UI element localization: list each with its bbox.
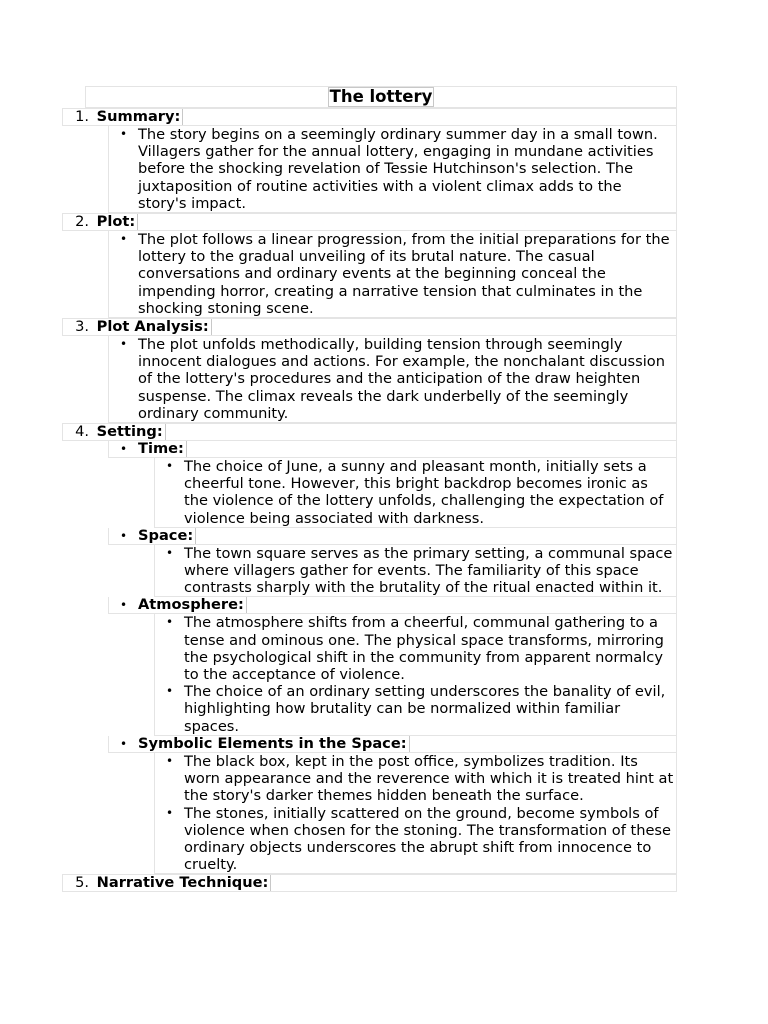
subsection-heading: [108, 528, 677, 545]
section-number: 1.: [75, 108, 89, 125]
list-item-text: The town square serves as the primary setting, a communal space where villagers gather for events. The familiarity of this space contrasts sharply with the brutality of the ritual enacted within it.: [184, 544, 673, 597]
subsection-label: Time:: [138, 441, 187, 457]
bullet-icon: •: [165, 753, 174, 768]
bullet-icon: •: [119, 127, 128, 141]
list-item: [109, 231, 676, 317]
bullet-icon: •: [119, 528, 128, 543]
bullet-icon: •: [119, 598, 128, 613]
subsection-heading: [108, 597, 677, 614]
section-heading: [62, 423, 677, 441]
list-item: [155, 614, 676, 683]
section-heading: [62, 318, 677, 336]
section-heading: [62, 108, 677, 126]
bullet-icon: •: [119, 232, 128, 247]
section-number: 4.: [75, 423, 89, 441]
section-label: Narrative Technique:: [94, 875, 272, 891]
section-heading: [62, 213, 677, 231]
section-number: 2.: [75, 213, 89, 231]
subsection-body: [154, 614, 677, 735]
title-row: [85, 86, 677, 108]
subsection-body: [154, 545, 677, 598]
bullet-icon: •: [165, 615, 174, 630]
subsection-label: Atmosphere:: [138, 597, 247, 613]
bullet-icon: •: [165, 805, 174, 820]
list-item-text: The plot unfolds methodically, building tension through seemingly innocent dialogues and actions. For example, the nonchalant discussion of the lottery's procedures and the anticipation of the draw heighten suspense. The climax reveals the dark underbelly of the seemingly ordinary community.: [138, 336, 665, 422]
section-number: 5.: [75, 874, 89, 892]
section-label: Plot:: [94, 214, 139, 230]
subsection-label: Space:: [138, 528, 196, 544]
list-item-text: The story begins on a seemingly ordinary summer day in a small town. Villagers gather for the annual lottery, engaging in mundane activities before the shocking revelation of Tessie Hutchinson's selection. The juxtaposition of routine activities with a violent climax adds to the story's impact.: [138, 126, 658, 212]
section-label: Summary:: [94, 109, 184, 125]
subsection-heading: [108, 736, 677, 753]
list-item: [155, 753, 676, 805]
list-item: [109, 126, 676, 212]
list-item-text: The black box, kept in the post office, symbolizes tradition. Its worn appearance and the reverence with which it is treated hint at the story's darker themes hidden beneath the surface.: [184, 752, 674, 805]
bullet-icon: •: [119, 736, 128, 751]
bullet-icon: •: [119, 442, 128, 457]
section-number: 3.: [75, 318, 89, 336]
list-item: [155, 545, 676, 597]
section-body: [108, 336, 677, 423]
bullet-icon: •: [119, 337, 128, 352]
list-item-text: The choice of an ordinary setting underscores the banality of evil, highlighting how brutality can be normalized within familiar spaces.: [184, 683, 666, 735]
list-item: [109, 336, 676, 422]
subsection-heading: [108, 441, 677, 458]
section-body: [108, 231, 677, 318]
document-body: [62, 86, 677, 892]
section-label: Setting:: [94, 424, 166, 440]
subsection-label: Symbolic Elements in the Space:: [138, 736, 410, 752]
list-item: [155, 458, 676, 527]
document-title: The lottery: [329, 87, 433, 106]
list-item: [155, 805, 676, 874]
list-item: [155, 683, 676, 735]
subsection-body: [154, 753, 677, 874]
list-item-text: The atmosphere shifts from a cheerful, communal gathering to a tense and ominous one. The physical space transforms, mirroring the psychological shift in the community from apparent normalcy to the acceptance of violence.: [184, 614, 664, 684]
section-body: [108, 126, 677, 213]
bullet-icon: •: [165, 459, 174, 474]
bullet-icon: •: [165, 545, 174, 560]
bullet-icon: •: [165, 684, 174, 699]
section-label: Plot Analysis:: [94, 319, 212, 335]
list-item-text: The plot follows a linear progression, from the initial preparations for the lottery to the gradual unveiling of its brutal nature. The casual conversations and ordinary events at the beginning conceal the impending horror, creating a narrative tension that culminates in the shocking stoning scene.: [138, 231, 670, 317]
list-item-text: The choice of June, a sunny and pleasant month, initially sets a cheerful tone. However, this bright backdrop becomes ironic as the violence of the lottery unfolds, challenging the expectation of violence being associated with darkness.: [184, 458, 664, 527]
subsection-body: [154, 458, 677, 528]
section-heading: [62, 874, 677, 892]
list-item-text: The stones, initially scattered on the ground, become symbols of violence when chosen for the stoning. The transformation of these ordinary objects underscores the abrupt shift from innocence to cruelty.: [184, 804, 672, 874]
